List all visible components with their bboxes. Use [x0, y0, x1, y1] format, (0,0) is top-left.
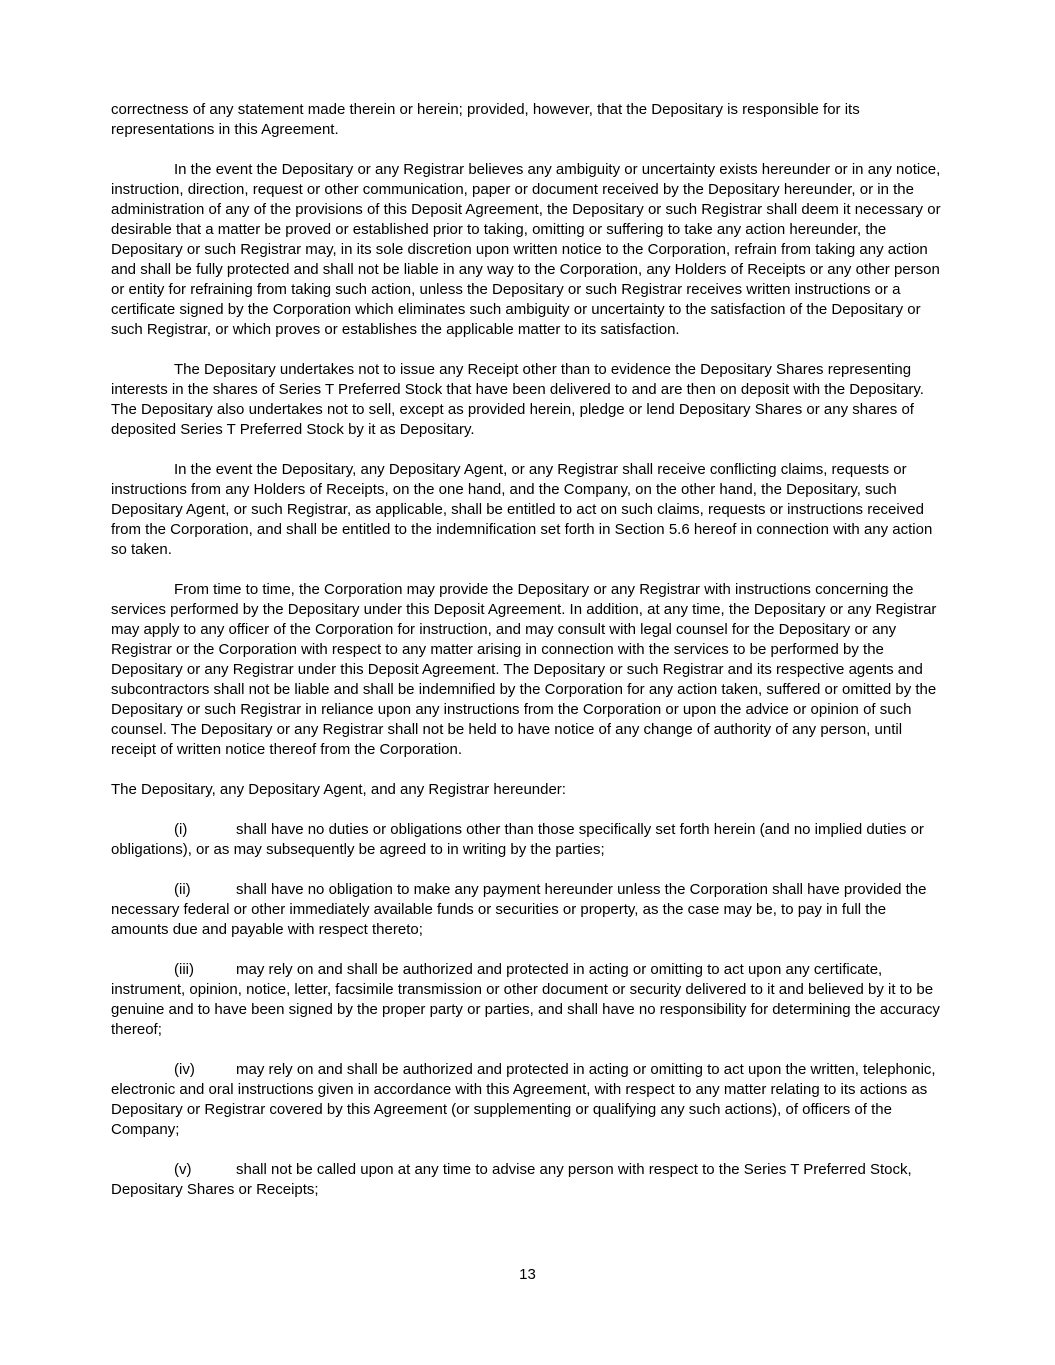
list-item-text: shall have no duties or obligations other than those specifically set forth herein (and no implied duties or obligations), or as may subsequently be agreed to in writing by the parties; — [111, 821, 924, 858]
list-item-text: may rely on and shall be authorized and protected in acting or omitting to act upon any certificate, instrument, opinion, notice, letter, facsimile transmission or other document or security delivered to it and believed by it to be genuine and to have been signed by the proper party or parties, and shall have no responsibility for determining the accuracy thereof; — [111, 961, 940, 1038]
list-item-number: (iii) — [174, 961, 194, 978]
paragraph-ambiguity: In the event the Depositary or any Registrar believes any ambiguity or uncertainty exists hereunder or in any notice, instruction, direction, request or other communication, paper or document received by the Depositary hereunder, or in the administration of any of the provisions of this Deposit Agreement, the Depositary or such Registrar shall deem it necessary or desirable that a matter be proved or established prior to taking, omitting or suffering to take any action hereunder, the Depositary or such Registrar may, in its sole discretion upon written notice to the Corporation, refrain from taking any action and shall be fully protected and shall not be liable in any way to the Corporation, any Holders of Receipts or any other person or entity for refraining from taking such action, unless the Depositary or such Registrar receives written instructions or a certificate signed by the Corporation which eliminates such ambiguity or uncertainty to the satisfaction of the Depositary or such Registrar, or which proves or establishes the applicable matter to its satisfaction. — [111, 161, 941, 338]
list-item-number: (iv) — [174, 1061, 195, 1078]
list-item-number: (ii) — [174, 881, 191, 898]
list-item — [111, 960, 947, 1040]
paragraph-conflicting-claims: In the event the Depositary, any Depositary Agent, or any Registrar shall receive conflicting claims, requests or instructions from any Holders of Receipts, on the one hand, and the Company, on the other hand, the Depositary, such Depositary Agent, or such Registrar, as applicable, shall be entitled to act on such claims, requests or instructions received from the Corporation, and shall be entitled to the indemnification set forth in Section 5.6 hereof in connection with any action so taken. — [111, 461, 933, 558]
list-item-text: shall not be called upon at any time to advise any person with respect to the Series T Preferred Stock, Depositary Shares or Receipts; — [111, 1161, 912, 1198]
list-item-text: shall have no obligation to make any payment hereunder unless the Corporation shall have provided the necessary federal or other immediately available funds or securities or property, as the case may be, to pay in full the amounts due and payable with respect thereto; — [111, 881, 927, 938]
page-number: 13 — [519, 1266, 536, 1283]
paragraph-receipt-issuance: The Depositary undertakes not to issue any Receipt other than to evidence the Depositary Shares representing interests in the shares of Series T Preferred Stock that have been delivered to and are then on deposit with the Depositary. The Depositary also undertakes not to sell, except as provided herein, pledge or lend Depositary Shares or any shares of deposited Series T Preferred Stock by it as Depositary. — [111, 361, 924, 438]
list-item — [111, 880, 947, 940]
list-item-number: (i) — [174, 821, 188, 838]
document-page — [111, 100, 947, 1220]
paragraph-continuation: correctness of any statement made therein or herein; provided, however, that the Depositary is responsible for its representations in this Agreement. — [111, 101, 860, 138]
list-item-text: may rely on and shall be authorized and protected in acting or omitting to act upon the written, telephonic, electronic and oral instructions given in accordance with this Agreement, with respect to any matter relating to its actions as Depositary or Registrar covered by this Agreement (or supplementing or qualifying any such actions), of officers of the Company; — [111, 1061, 936, 1138]
list-item — [111, 1060, 947, 1140]
paragraph-list-intro: The Depositary, any Depositary Agent, and any Registrar hereunder: — [111, 781, 566, 798]
list-item-number: (v) — [174, 1161, 192, 1178]
paragraph-instructions: From time to time, the Corporation may provide the Depositary or any Registrar with instructions concerning the services performed by the Depositary under this Deposit Agreement. In addition, at any time, the Depositary or any Registrar may apply to any officer of the Corporation for instruction, and may consult with legal counsel for the Depositary or any Registrar or the Corporation with respect to any matter arising in connection with the services to be performed by the Depositary or any Registrar under this Deposit Agreement. The Depositary or such Registrar and its respective agents and subcontractors shall not be liable and shall be indemnified by the Corporation for any action taken, suffered or omitted by the Depositary or such Registrar in reliance upon any instructions from the Corporation or upon the advice or opinion of such counsel. The Depositary or any Registrar shall not be held to have notice of any change of authority of any person, until receipt of written notice thereof from the Corporation. — [111, 581, 937, 758]
list-item — [111, 820, 947, 860]
list-item — [111, 1160, 947, 1200]
